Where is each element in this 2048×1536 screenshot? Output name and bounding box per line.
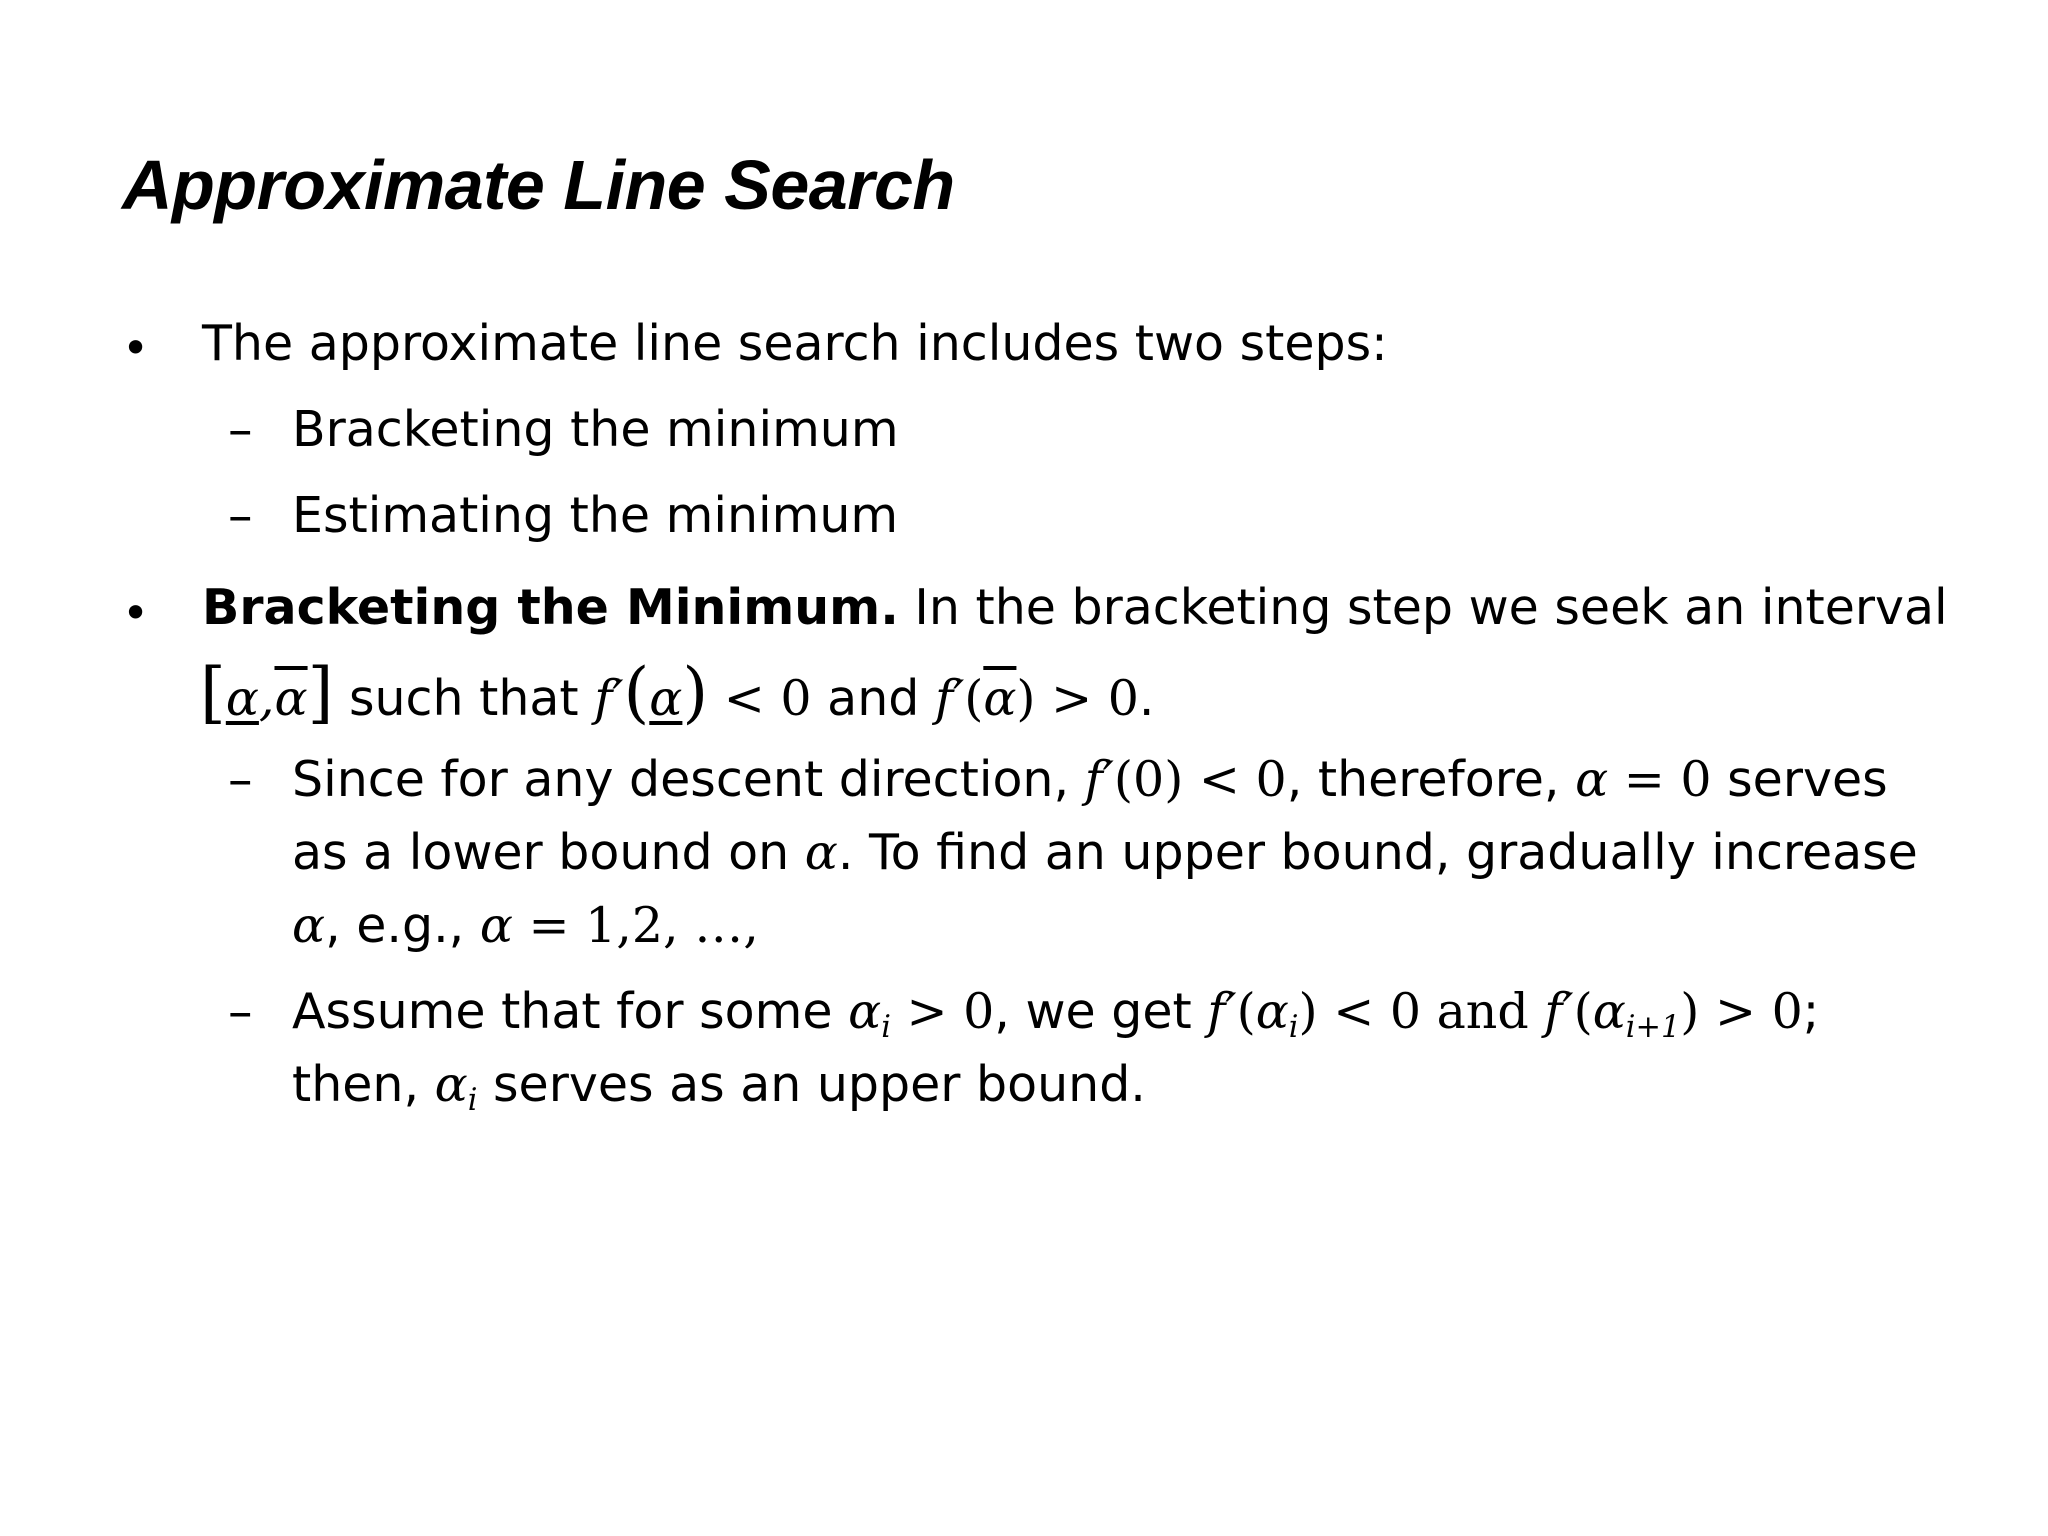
bullet-2-such-that: such that xyxy=(333,670,595,727)
sub-4-and: and xyxy=(1421,983,1545,1040)
bullet-2-and: and xyxy=(811,670,935,727)
sub-3-text-d: as a lower bound on xyxy=(292,824,805,881)
sub-4-line-1 xyxy=(292,983,1820,1046)
bullet-2-period: . xyxy=(1138,670,1155,727)
slide-title: Approximate Line Search xyxy=(122,146,955,224)
bullet-2-heading: Bracketing the Minimum. xyxy=(202,579,899,636)
condition-upper: $f'(\overline{\alpha}) > 0$ xyxy=(934,670,1139,727)
sub-4-text-d: then, xyxy=(292,1056,435,1113)
bullet-dot: • xyxy=(122,321,150,375)
sub-3-line-2 xyxy=(292,824,1918,881)
sub-4-line-2 xyxy=(292,1056,1146,1119)
formula-fprime-alpha-i-plus-1: $f'(\alpha_{i+1}) > 0$ xyxy=(1544,983,1803,1046)
sub-item-estimating: Estimating the minimum xyxy=(292,487,899,544)
dash-marker: – xyxy=(228,983,253,1040)
sub-3-line-1 xyxy=(292,751,1888,808)
sub-4-text-b: , we get xyxy=(994,983,1208,1040)
sub-item-bracketing: Bracketing the minimum xyxy=(292,401,899,458)
formula-alpha-i-positive: $\alpha_i > 0$ xyxy=(848,983,995,1046)
sub-3-text-f: , e.g., xyxy=(325,897,480,954)
formula-fprime-alpha-i: $f'(\alpha_i) < 0$ xyxy=(1207,983,1421,1046)
bullet-1-text: The approximate line search includes two steps: xyxy=(202,315,1388,372)
sub-4-text-a: Assume that for some xyxy=(292,983,849,1040)
sub-3-text-c: serves xyxy=(1711,751,1888,808)
sub-3-line-3 xyxy=(292,897,759,954)
dash-marker: – xyxy=(228,751,253,808)
sub-3-text-a: Since for any descent direction, xyxy=(292,751,1085,808)
sub-3-text-e: . To find an upper bound, gradually increase xyxy=(837,824,1918,881)
formula-alpha: α xyxy=(292,897,326,954)
bullet-2-line-1 xyxy=(202,579,1948,636)
formula-alpha: α xyxy=(804,824,838,881)
sub-4-text-c: ; xyxy=(1802,983,1820,1040)
bullet-2-line-2 xyxy=(200,654,1155,731)
sub-3-text-b: , therefore, xyxy=(1286,751,1576,808)
sub-4-text-e: serves as an upper bound. xyxy=(477,1056,1146,1113)
bullet-2-text: In the bracketing step we seek an interval xyxy=(898,579,1948,636)
formula-alpha-i: $\alpha_i$ xyxy=(434,1056,478,1119)
dash-marker: – xyxy=(228,487,253,544)
formula-fprime-zero: f′(0) < 0 xyxy=(1084,751,1287,808)
interval-formula: $[\alpha,\overline{\alpha}]$ xyxy=(200,654,334,731)
condition-lower: f′(α) < 0 xyxy=(594,654,812,731)
dash-marker: – xyxy=(228,401,253,458)
bullet-dot: • xyxy=(122,586,150,640)
formula-alpha-zero: α = 0 xyxy=(1575,751,1712,808)
formula-alpha-sequence: α = 1,2, …, xyxy=(479,897,759,954)
